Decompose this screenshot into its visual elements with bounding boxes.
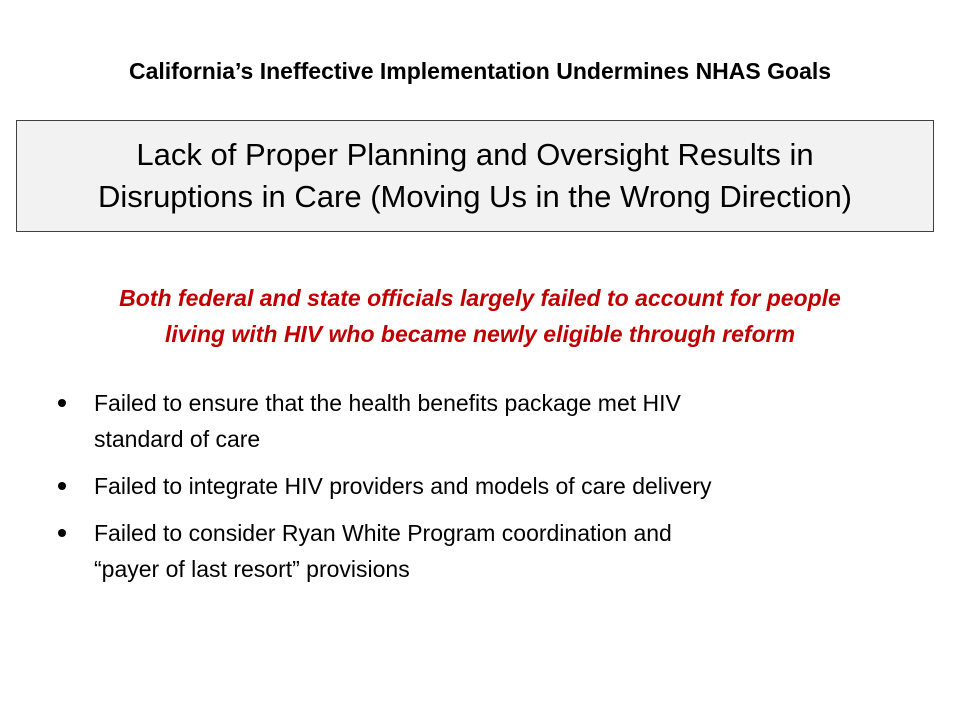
emphasis-line-1: Both federal and state officials largely failed to account for people xyxy=(119,285,841,311)
bullet-dot-icon xyxy=(58,399,66,407)
bullet-item xyxy=(58,515,918,587)
bullet-text-line: Failed to integrate HIV providers and models of care delivery xyxy=(94,473,712,499)
bullet-text-line: “payer of last resort” provisions xyxy=(94,556,410,582)
slide-title: California’s Ineffective Implementation Undermines NHAS Goals xyxy=(128,58,832,84)
bullet-list xyxy=(58,385,918,598)
bullet-item xyxy=(58,385,918,457)
bullet-dot-icon xyxy=(58,529,66,537)
subtitle-line-2: Disruptions in Care (Moving Us in the Wrong Direction) xyxy=(97,179,853,214)
bullet-item xyxy=(58,468,918,504)
emphasis-line-2: living with HIV who became newly eligible through reform xyxy=(164,321,796,347)
bullet-text-line: standard of care xyxy=(94,426,261,452)
subtitle-line-1: Lack of Proper Planning and Oversight Results in xyxy=(136,137,814,172)
bullet-text-line: Failed to ensure that the health benefits package met HIV xyxy=(94,390,681,416)
bullet-text-line: Failed to consider Ryan White Program coordination and xyxy=(94,520,672,546)
bullet-dot-icon xyxy=(58,482,66,490)
emphasis-statement xyxy=(0,280,960,352)
subtitle-box xyxy=(16,120,934,232)
